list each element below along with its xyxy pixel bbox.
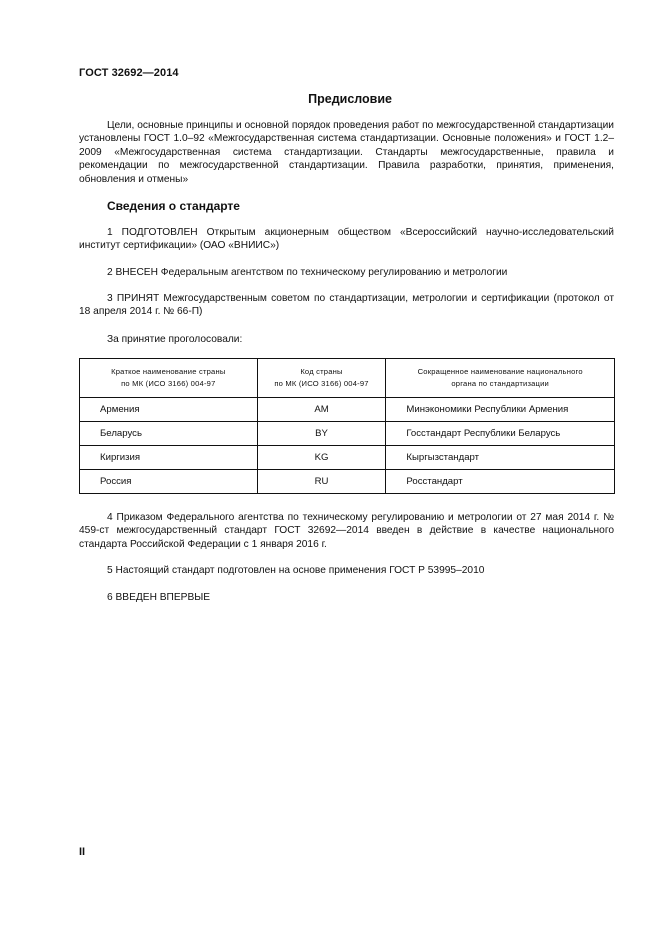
cell-country: Киргизия [80,446,258,470]
item-1-prepared: 1 ПОДГОТОВЛЕН Открытым акционерным обществом «Всероссийский научно-исследовательский институт сертификации» (ОАО «ВНИИС») [79,227,614,252]
page-number: II [79,846,86,858]
header-line: органа по стандартизации [451,379,549,388]
table-header-body [386,359,615,398]
item-4-order: 4 Приказом Федерального агентства по техническому регулированию и метрологии от 27 мая 2014 г. № 459-ст межгосударственный стандарт ГОСТ 32692—2014 введен в действие в качестве национального стандарта Российской Федерации с 1 января 2016 г. [79,512,614,550]
item-3-adopted: 3 ПРИНЯТ Межгосударственным советом по стандартизации, метрологии и сертификации (протокол от 18 апреля 2014 г. № 66-П) [79,293,614,318]
foreword-title-text: Предисловие [308,92,392,106]
cell-body: Минэкономики Республики Армения [386,398,615,422]
table-header-code [257,359,386,398]
header-line: Краткое наименование страны [111,367,226,376]
cell-code: AM [257,398,386,422]
item-5-basis: 5 Настоящий стандарт подготовлен на основе применения ГОСТ Р 53995–2010 [107,565,485,576]
cell-code: KG [257,446,386,470]
table-row [80,470,615,494]
table-row [80,446,615,470]
foreword-title [79,92,614,106]
table-header-country [80,359,258,398]
cell-code: BY [257,422,386,446]
document-code: ГОСТ 32692—2014 [79,67,179,79]
header-line: Код страны [300,367,343,376]
cell-body: Кыргызстандарт [386,446,615,470]
cell-body: Госстандарт Республики Беларусь [386,422,615,446]
cell-country: Армения [80,398,258,422]
item-2-introduced: 2 ВНЕСЕН Федеральным агентством по техническому регулированию и метрологии [107,267,508,278]
cell-code: RU [257,470,386,494]
table-row [80,398,615,422]
cell-country: Беларусь [80,422,258,446]
foreword-paragraph: Цели, основные принципы и основной порядок проведения работ по межгосударственной стандартизации установлены ГОСТ 1.0–92 «Межгосударственная система стандартизации. Основные положения» и ГОСТ 1.2–2009 «Межгосударственная система стандартизации. Стандарты межгосударственные, правила и рекомендации по межгосударственной стандартизации. Правила разработки, принятия, применения, обновления и отмены» [79,120,614,185]
table-header-row [80,359,615,398]
standard-info-heading: Сведения о стандарте [107,199,240,213]
vote-intro: За принятие проголосовали: [107,334,243,345]
header-line: Сокращенное наименование национального [417,367,583,376]
cell-country: Россия [80,470,258,494]
table-row [80,422,615,446]
item-6-first-introduced: 6 ВВЕДЕН ВПЕРВЫЕ [107,592,211,603]
header-line: по МК (ИСО 3166) 004-97 [121,379,216,388]
cell-body: Росстандарт [386,470,615,494]
vote-table [79,358,615,494]
header-line: по МК (ИСО 3166) 004-97 [274,379,369,388]
